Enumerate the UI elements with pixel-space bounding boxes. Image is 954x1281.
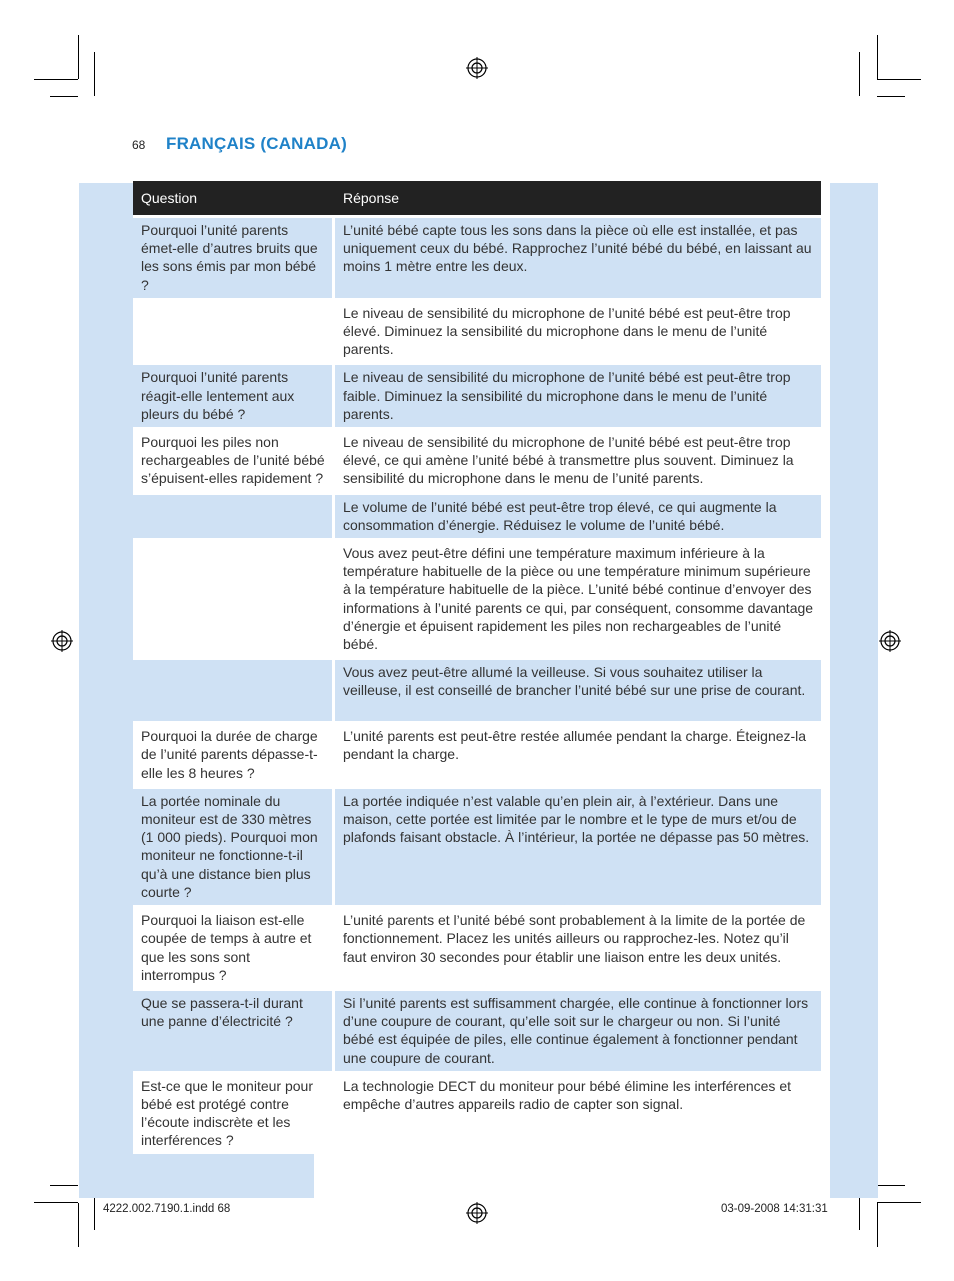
- crop-mark: [94, 52, 95, 96]
- crop-mark: [859, 52, 860, 96]
- table-row: [133, 495, 821, 538]
- answer-cell: Vous avez peut-être allumé la veilleuse. Si vous souhaitez utiliser la veilleuse, il est conseillé de brancher l’unité bébé sur une prise de courant.: [335, 660, 821, 721]
- table-row: [133, 991, 821, 1071]
- question-cell: Pourquoi l’unité parents réagit-elle lentement aux pleurs du bébé ?: [133, 365, 332, 427]
- answer-cell: L’unité parents et l’unité bébé sont probablement à la limite de la portée de fonctionnement. Placez les unités ailleurs ou rapprochez-les. Notez qu’il faut environ 30 secondes pour établir une liaison entre les deux unités.: [335, 908, 821, 988]
- question-cell: La portée nominale du moniteur est de 330 mètres (1 000 pieds). Pourquoi mon moniteur ne fonctionne-t-il qu’à une distance bien plus courte ?: [133, 789, 332, 905]
- crop-mark: [877, 1203, 878, 1247]
- footer-datetime: 03-09-2008 14:31:31: [721, 1203, 828, 1215]
- table-row: [133, 541, 821, 657]
- question-cell: [133, 495, 332, 538]
- crop-mark: [78, 1203, 79, 1247]
- page-number: 68: [132, 138, 146, 152]
- column-header-question: Question: [141, 190, 198, 206]
- section-title: FRANÇAIS (CANADA): [166, 134, 347, 153]
- question-cell: [133, 660, 332, 721]
- table-body: [133, 218, 821, 1154]
- table-header: [133, 181, 821, 215]
- crop-mark: [877, 1202, 921, 1203]
- answer-cell: Vous avez peut-être défini une température maximum inférieure à la température habituelle de la pièce ou une température minimum supérieure à la température habituelle de la pièce. L’unité bébé continue d’envoyer des informations à l’unité parents ce qui, par conséquent, consomme davantage d’énergie et épuisent rapidement les piles non rechargeables de l’unité bébé.: [335, 541, 821, 657]
- left-margin-band: [79, 183, 133, 1198]
- crop-mark: [50, 1185, 78, 1186]
- crop-mark: [34, 79, 78, 80]
- right-margin-band: [830, 183, 878, 1198]
- crop-mark: [877, 96, 905, 97]
- table-row: [133, 365, 821, 427]
- table-row: [133, 218, 821, 298]
- answer-cell: L’unité parents est peut-être restée allumée pendant la charge. Éteignez-la pendant la charge.: [335, 724, 821, 786]
- table-row: [133, 789, 821, 905]
- question-cell: [133, 301, 332, 363]
- question-cell: Que se passera-t-il durant une panne d’électricité ?: [133, 991, 332, 1071]
- column-header-answer: Réponse: [343, 190, 400, 206]
- question-cell: [133, 541, 332, 657]
- answer-cell: L’unité bébé capte tous les sons dans la pièce où elle est installée, et pas uniquement ceux du bébé. Rapprochez l’unité bébé du bébé, en laissant au moins 1 mètre entre les deux.: [335, 218, 821, 298]
- answer-cell: Le niveau de sensibilité du microphone de l’unité bébé est peut-être trop élevé, ce qui amène l’unité bébé à transmettre plus souvent. Diminuez la sensibilité du microphone dans le menu de l’unité parents.: [335, 430, 821, 492]
- table-row: [133, 430, 821, 492]
- table-row: [133, 724, 821, 786]
- table-row: [133, 908, 821, 988]
- crop-mark: [877, 1185, 905, 1186]
- footer-file-info: 4222.002.7190.1.indd 68: [103, 1203, 231, 1215]
- answer-cell: La portée indiquée n’est valable qu’en plein air, à l’extérieur. Dans une maison, cette portée est limitée par le nombre et le type de murs et/ou de plafonds faisant obstacle. À l’intérieur, la portée ne dépasse pas 50 mètres.: [335, 789, 821, 905]
- crop-mark: [34, 1202, 78, 1203]
- troubleshooting-table: [133, 181, 821, 1154]
- registration-mark-icon: [466, 1202, 488, 1224]
- registration-mark-icon: [879, 630, 901, 652]
- crop-mark: [78, 35, 79, 79]
- table-row: [133, 1074, 821, 1154]
- question-cell: Est-ce que le moniteur pour bébé est protégé contre l’écoute indiscrète et les interférences ?: [133, 1074, 332, 1154]
- answer-cell: Le niveau de sensibilité du microphone de l’unité bébé est peut-être trop faible. Diminuez la sensibilité du microphone dans le menu de l’unité parents.: [335, 365, 821, 427]
- crop-mark: [50, 96, 78, 97]
- answer-cell: Si l’unité parents est suffisamment chargée, elle continue à fonctionner lors d’une coupure de courant, qu’elle soit sur le chargeur ou non. Si l’unité bébé est équipée de piles, elle continue également à fonctionner pendant une coupure de courant.: [335, 991, 821, 1071]
- crop-mark: [877, 79, 921, 80]
- registration-mark-icon: [466, 57, 488, 79]
- crop-mark: [877, 35, 878, 79]
- answer-cell: Le volume de l’unité bébé est peut-être trop élevé, ce qui augmente la consommation d’énergie. Réduisez le volume de l’unité bébé.: [335, 495, 821, 538]
- registration-mark-icon: [51, 630, 73, 652]
- question-cell: Pourquoi les piles non rechargeables de l’unité bébé s’épuisent-elles rapidement ?: [133, 430, 332, 492]
- question-cell: Pourquoi l’unité parents émet-elle d’autres bruits que les sons émis par mon bébé ?: [133, 218, 332, 298]
- answer-cell: La technologie DECT du moniteur pour bébé élimine les interférences et empêche d’autres appareils radio de capter son signal.: [335, 1074, 821, 1154]
- answer-cell: Le niveau de sensibilité du microphone de l’unité bébé est peut-être trop élevé. Diminuez la sensibilité du microphone dans le menu de l’unité parents.: [335, 301, 821, 363]
- question-cell: Pourquoi la liaison est-elle coupée de temps à autre et que les sons sont interrompus ?: [133, 908, 332, 988]
- table-row: [133, 301, 821, 363]
- question-cell: Pourquoi la durée de charge de l’unité parents dépasse-t-elle les 8 heures ?: [133, 724, 332, 786]
- table-row: [133, 660, 821, 721]
